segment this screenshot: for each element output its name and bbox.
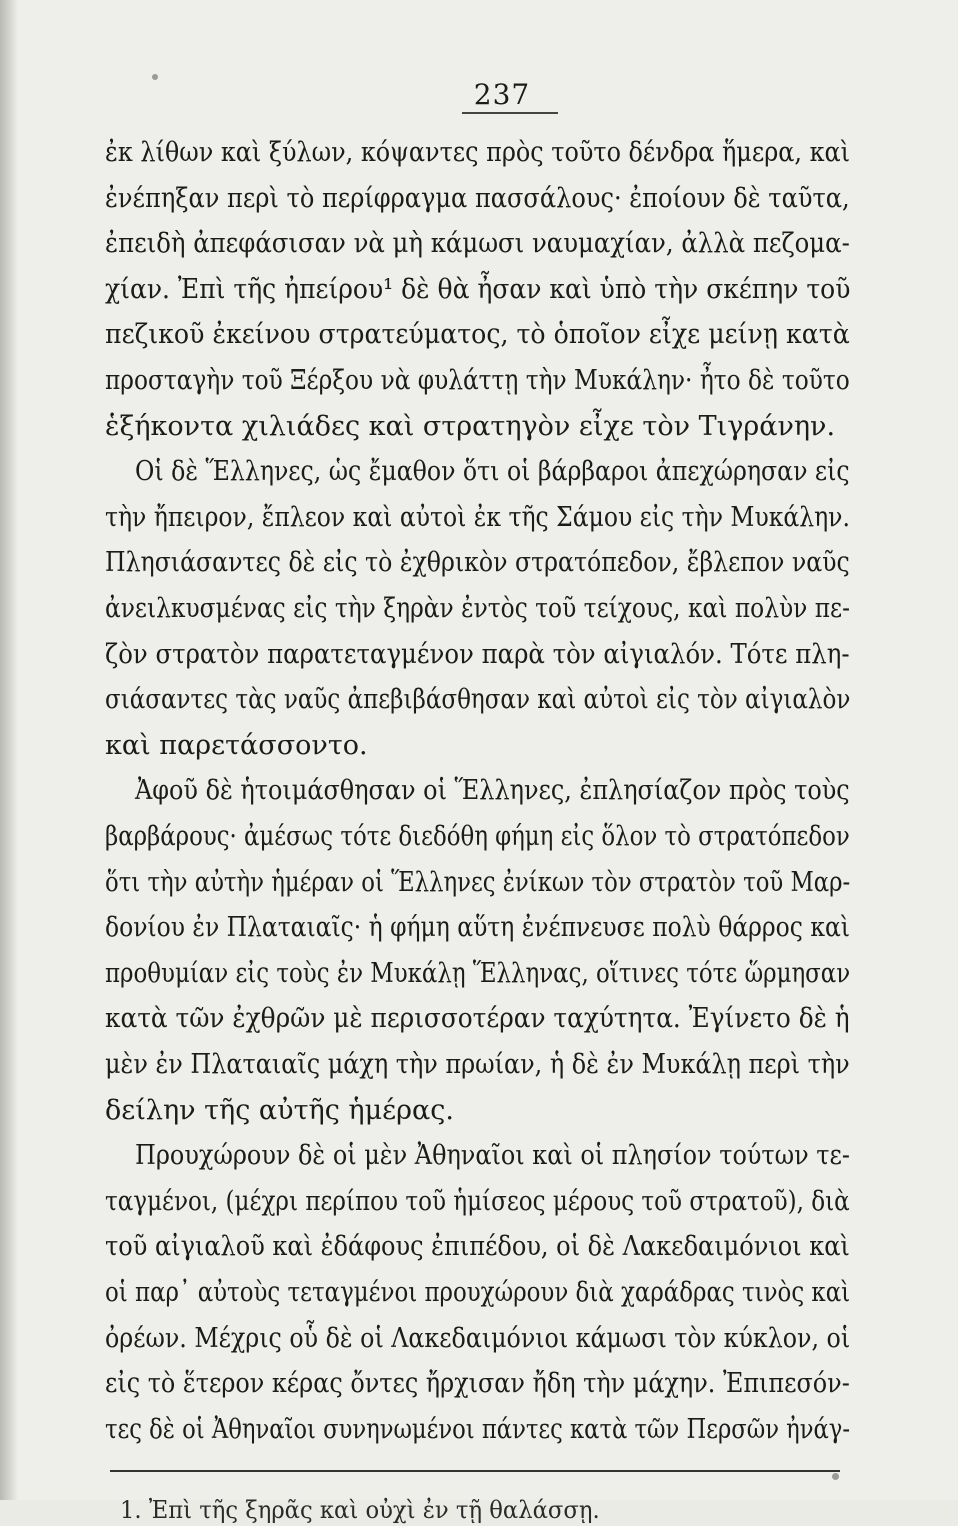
text-line: ζὸν στρατὸν παρατεταγμένον παρὰ τὸν αἰγιαλόν. Τότε πλη- [105, 638, 850, 670]
footnote: 1. Ἐπὶ τῆς ξηρᾶς καὶ οὐχὶ ἐν τῇ θαλάσσῃ. [120, 1495, 600, 1524]
page-number-rule [462, 112, 558, 114]
text-line: ἀνειλκυσμένας εἰς τὴν ξηρὰν ἐντὸς τοῦ τείχους, καὶ πολὺν πε- [105, 593, 850, 624]
text-line: βαρβάρους· ἀμέσως τότε διεδόθη φήμη εἰς ὅλον τὸ στρατόπεδον [105, 821, 850, 852]
text-line: ὀρέων. Μέχρις οὗ δὲ οἱ Λακεδαιμόνιοι κάμωσι τὸν κύκλον, οἱ [105, 1322, 851, 1354]
text-line: σιάσαντες τὰς ναῦς ἀπεβιβάσθησαν καὶ αὐτοὶ εἰς τὸν αἰγιαλὸν [105, 684, 851, 716]
text-line: δονίου ἐν Πλαταιαῖς· ἡ φήμη αὕτη ἐνέπνευσε πολὺ θάρρος καὶ [105, 912, 850, 944]
text-line: τες δὲ οἱ Ἀθηναῖοι συνηνωμένοι πάντες κατὰ τῶν Περσῶν ἠνάγ- [105, 1413, 851, 1445]
text-line: ὅτι τὴν αὐτὴν ἡμέραν οἱ Ἕλληνες ἐνίκων τὸν στρατὸν τοῦ Μαρ- [105, 866, 851, 898]
text-line: πεζικοῦ ἐκείνου στρατεύματος, τὸ ὁποῖον εἶχε μείνῃ κατὰ [105, 319, 850, 351]
text-line: δείλην τῆς αὐτῆς ἡμέρας. [105, 1094, 454, 1126]
text-line: ἐκ λίθων καὶ ξύλων, κόψαντες πρὸς τοῦτο δένδρα ἥμερα, καὶ [105, 137, 851, 168]
text-line: εἰς τὸ ἕτερον κέρας ὄντες ἤρχισαν ἤδη τὴν μάχην. Ἐπιπεσόν- [105, 1368, 850, 1400]
ink-speck [832, 1473, 839, 1480]
text-line: Οἱ δὲ Ἕλληνες, ὡς ἔμαθον ὅτι οἱ βάρβαροι ἀπεχώρησαν εἰς [135, 456, 850, 488]
text-line: προσταγὴν τοῦ Ξέρξου νὰ φυλάττῃ τὴν Μυκάλην· ἦτο δὲ τοῦτο [105, 365, 850, 396]
text-line: Ἀφοῦ δὲ ἡτοιμάσθησαν οἱ Ἕλληνες, ἐπλησίαζον πρὸς τοὺς [135, 775, 850, 807]
text-line: κατὰ τῶν ἐχθρῶν μὲ περισσοτέραν ταχύτητα. Ἐγίνετο δὲ ἡ [105, 1003, 850, 1035]
text-line: μὲν ἐν Πλαταιαῖς μάχη τὴν πρωίαν, ἡ δὲ ἐν Μυκάλῃ περὶ τὴν [105, 1049, 850, 1080]
text-line: τοῦ αἰγιαλοῦ καὶ ἐδάφους ἐπιπέδου, οἱ δὲ Λακεδαιμόνιοι καὶ [105, 1231, 850, 1263]
text-line: προθυμίαν εἰς τοὺς ἐν Μυκάλῃ Ἕλληνας, οἵτινες τότε ὥρμησαν [105, 957, 851, 989]
ink-speck [152, 74, 158, 80]
text-line: Προυχώρουν δὲ οἱ μὲν Ἀθηναῖοι καὶ οἱ πλησίον τούτων τε- [135, 1140, 850, 1172]
text-line: οἱ παρ᾽ αὐτοὺς τεταγμένοι προυχώρουν διὰ χαράδρας τινὸς καὶ [105, 1277, 851, 1308]
text-line: τὴν ἤπειρον, ἔπλεον καὶ αὐτοὶ ἐκ τῆς Σάμου εἰς τὴν Μυκάλην. [105, 501, 850, 533]
text-line: Πλησιάσαντες δὲ εἰς τὸ ἐχθρικὸν στρατόπεδον, ἔβλεπον ναῦς [105, 547, 850, 579]
text-line: ἑξήκοντα χιλιάδες καὶ στρατηγὸν εἶχε τὸν Τιγράνην. [105, 410, 836, 442]
footnote-rule [110, 1470, 840, 1472]
text-line: ἐπειδὴ ἀπεφάσισαν νὰ μὴ κάμωσι ναυμαχίαν, ἀλλὰ πεζομα- [105, 228, 850, 260]
page-number: 237 [473, 78, 531, 111]
text-line: ταγμένοι, (μέχρι περίπου τοῦ ἡμίσεος μέρους τοῦ στρατοῦ), διὰ [105, 1185, 850, 1217]
page-binding-shadow [0, 0, 18, 1500]
text-line: ἐνέπηξαν περὶ τὸ περίφραγμα πασσάλους· ἐποίουν δὲ ταῦτα, [105, 182, 850, 214]
text-line: καὶ παρετάσσοντο. [105, 729, 368, 761]
text-line: χίαν. Ἐπὶ τῆς ἠπείρου¹ δὲ θὰ ἦσαν καὶ ὑπὸ τὴν σκέπην τοῦ [105, 273, 851, 305]
